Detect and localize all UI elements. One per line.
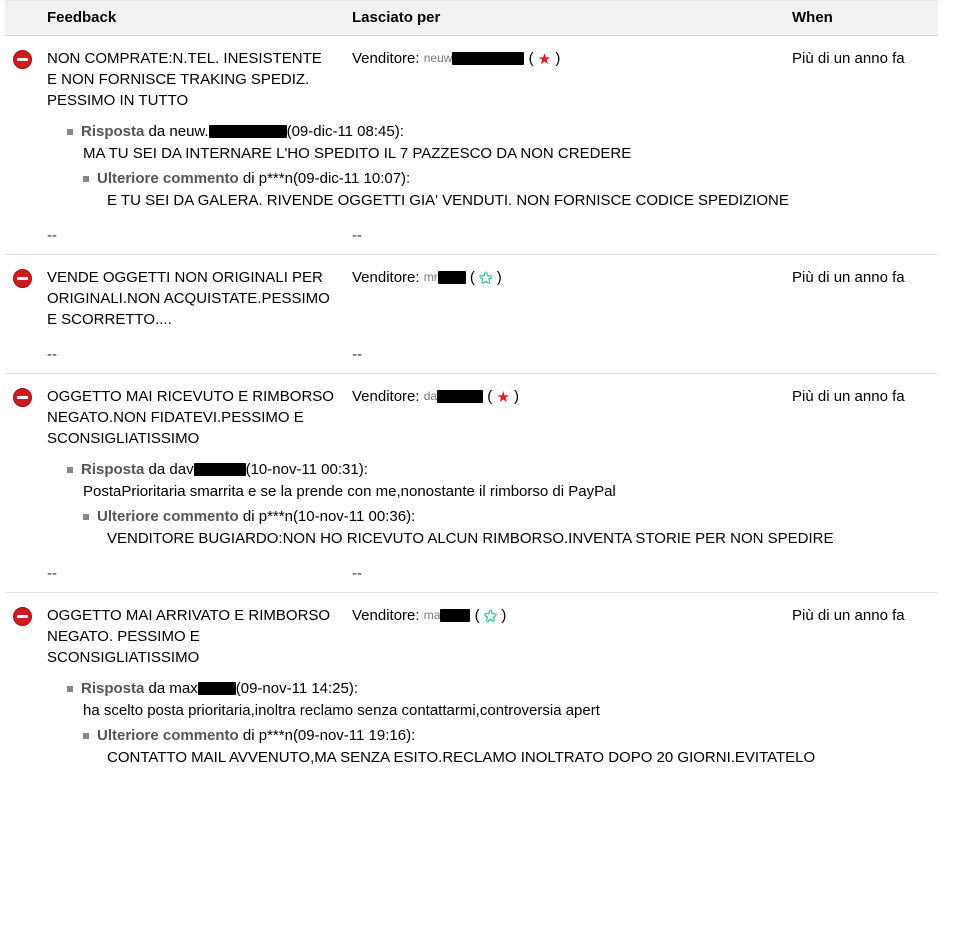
star-icon: ★: [537, 51, 552, 68]
reply-label: Risposta: [81, 123, 145, 140]
rating-close-paren: ): [497, 607, 507, 624]
reply-body: PostaPrioritaria smarrita e se la prende con me,nonostante il rimborso di PayPal: [83, 483, 616, 500]
reply-row: [5, 111, 938, 211]
dash-left-for: --: [352, 346, 362, 363]
feedback-row: [5, 36, 938, 112]
star-icon: ★: [496, 389, 510, 406]
reply-item: [83, 725, 928, 768]
reply-date: (10-nov-11 00:36):: [292, 508, 416, 525]
feedback-rating-cell: [5, 255, 41, 331]
negative-feedback-icon: [13, 50, 32, 69]
reply-label: Risposta: [81, 680, 145, 697]
dash-spacer: [5, 211, 41, 254]
feedback-text: OGGETTO MAI RICEVUTO E RIMBORSO NEGATO.NON FIDATEVI.PESSIMO E SCONSIGLIATISSIMO: [47, 388, 334, 447]
rating-close-paren: ): [492, 269, 502, 286]
reply-header: [81, 459, 928, 481]
reply-label: Ulteriore commento: [97, 170, 239, 187]
redacted-username: [198, 682, 236, 695]
reply-by-word: da: [148, 461, 166, 478]
dash-spacer: [5, 549, 41, 592]
negative-feedback-icon: [13, 607, 32, 626]
reply-header: [97, 168, 928, 190]
reply-body: CONTATTO MAIL AVVENUTO,MA SENZA ESITO.RECLAMO INOLTRATO DOPO 20 GIORNI.EVITATELO: [107, 749, 816, 766]
negative-feedback-icon: [13, 269, 32, 288]
reply-header: [97, 506, 928, 528]
feedback-row: [5, 255, 938, 331]
reply-row: [5, 449, 938, 549]
table-header-row: [5, 1, 938, 36]
feedback-rating-cell: [5, 36, 41, 112]
redacted-username: [209, 125, 287, 138]
reply-date: (09-nov-11 14:25):: [235, 680, 359, 697]
feedback-rating-cell: [5, 374, 41, 450]
dash-left-for: --: [352, 565, 362, 582]
when-text: Più di un anno fa: [792, 50, 905, 67]
seller-label: Venditore:: [352, 388, 420, 405]
reply-label: Risposta: [81, 461, 145, 478]
reply-container: [5, 668, 938, 768]
dash-feedback: --: [47, 346, 57, 363]
rating-open-paren: (: [465, 269, 480, 286]
rating-close-paren: ): [551, 50, 561, 67]
rating-open-paren: (: [524, 50, 538, 67]
column-header-left-for: Lasciato per: [346, 1, 786, 36]
reply-item: [67, 678, 928, 721]
reply-item: [83, 506, 928, 549]
star-icon: ★: [483, 608, 498, 625]
reply-container: [5, 449, 938, 549]
reply-by-word: da: [148, 123, 166, 140]
reply-row: [5, 668, 938, 768]
seller-label: Venditore:: [352, 50, 420, 67]
seller-username[interactable]: mr: [423, 270, 438, 284]
feedback-text: NON COMPRATE:N.TEL. INESISTENTE E NON FORNISCE TRAKING SPEDIZ. PESSIMO IN TUTTO: [47, 50, 322, 109]
left-for-cell: [346, 593, 786, 669]
reply-username[interactable]: p***n: [258, 727, 293, 744]
dash-row: [5, 330, 938, 373]
dash-spacer: [5, 330, 41, 373]
reply-label: Ulteriore commento: [97, 508, 239, 525]
reply-by-word: di: [242, 508, 255, 525]
reply-container: [5, 111, 938, 211]
reply-body: VENDITORE BUGIARDO:NON HO RICEVUTO ALCUN RIMBORSO.INVENTA STORIE PER NON SPEDIRE: [107, 530, 834, 547]
redacted-username: [194, 463, 246, 476]
reply-body: E TU SEI DA GALERA. RIVENDE OGGETTI GIA' VENDUTI. NON FORNISCE CODICE SPEDIZIONE: [107, 192, 789, 209]
reply-label: Ulteriore commento: [97, 727, 239, 744]
dash-feedback: --: [47, 565, 57, 582]
reply-header: [81, 121, 928, 143]
table-body: [5, 36, 938, 769]
seller-username[interactable]: ma: [423, 608, 441, 622]
reply-item: [67, 459, 928, 502]
reply-body: MA TU SEI DA INTERNARE L'HO SPEDITO IL 7 PAZZESCO DA NON CREDERE: [83, 145, 632, 162]
table-header: [5, 1, 938, 36]
dash-feedback: --: [47, 227, 57, 244]
column-header-feedback: Feedback: [41, 1, 346, 36]
reply-by-word: di: [242, 170, 255, 187]
reply-by-word: da: [148, 680, 166, 697]
reply-header: [81, 678, 928, 700]
dash-row: [5, 549, 938, 592]
redacted-username: [437, 390, 483, 403]
when-text: Più di un anno fa: [792, 269, 905, 286]
reply-by-word: di: [242, 727, 255, 744]
feedback-row: [5, 374, 938, 450]
column-header-when: When: [786, 1, 938, 36]
seller-username[interactable]: neuw: [423, 51, 453, 65]
reply-date: (09-dic-11 08:45):: [286, 123, 404, 140]
redacted-username: [452, 52, 524, 65]
column-header-icon: [5, 1, 41, 36]
when-text: Più di un anno fa: [792, 607, 905, 624]
rating-open-paren: (: [470, 607, 484, 624]
when-text: Più di un anno fa: [792, 388, 905, 405]
seller-label: Venditore:: [352, 269, 420, 286]
feedback-row: [5, 593, 938, 669]
dash-left-for: --: [352, 227, 362, 244]
negative-feedback-icon: [13, 388, 32, 407]
reply-date: (09-dic-11 10:07):: [292, 170, 411, 187]
rating-close-paren: ): [509, 388, 520, 405]
reply-username[interactable]: dav: [169, 461, 194, 478]
reply-username[interactable]: max: [169, 680, 198, 697]
seller-username[interactable]: da: [423, 389, 438, 403]
seller-label: Venditore:: [352, 607, 420, 624]
reply-date: (10-nov-11 00:31):: [245, 461, 368, 478]
star-icon: ★: [479, 270, 493, 287]
feedback-rating-cell: [5, 593, 41, 669]
dash-row: [5, 211, 938, 254]
dash-when: [786, 211, 938, 254]
left-for-cell: [346, 374, 786, 450]
left-for-cell: [346, 36, 786, 112]
reply-header: [97, 725, 928, 747]
dash-when: [786, 330, 938, 373]
redacted-username: [440, 609, 470, 622]
feedback-text: VENDE OGGETTI NON ORIGINALI PER ORIGINALI.NON ACQUISTATE.PESSIMO E SCORRETTO....: [47, 269, 330, 328]
redacted-username: [438, 271, 466, 284]
reply-username[interactable]: p***n: [258, 170, 293, 187]
reply-username[interactable]: neuw.: [169, 123, 209, 140]
feedback-table: [5, 0, 938, 768]
feedback-text: OGGETTO MAI ARRIVATO E RIMBORSO NEGATO. PESSIMO E SCONSIGLIATISSIMO: [47, 607, 331, 666]
left-for-cell: [346, 255, 786, 331]
reply-username[interactable]: p***n: [258, 508, 293, 525]
reply-date: (09-nov-11 19:16):: [292, 727, 416, 744]
reply-body: ha scelto posta prioritaria,inoltra reclamo senza contattarmi,controversia apert: [83, 702, 600, 719]
rating-open-paren: (: [483, 388, 497, 405]
reply-item: [67, 121, 928, 164]
dash-when: [786, 549, 938, 592]
reply-item: [83, 168, 928, 211]
